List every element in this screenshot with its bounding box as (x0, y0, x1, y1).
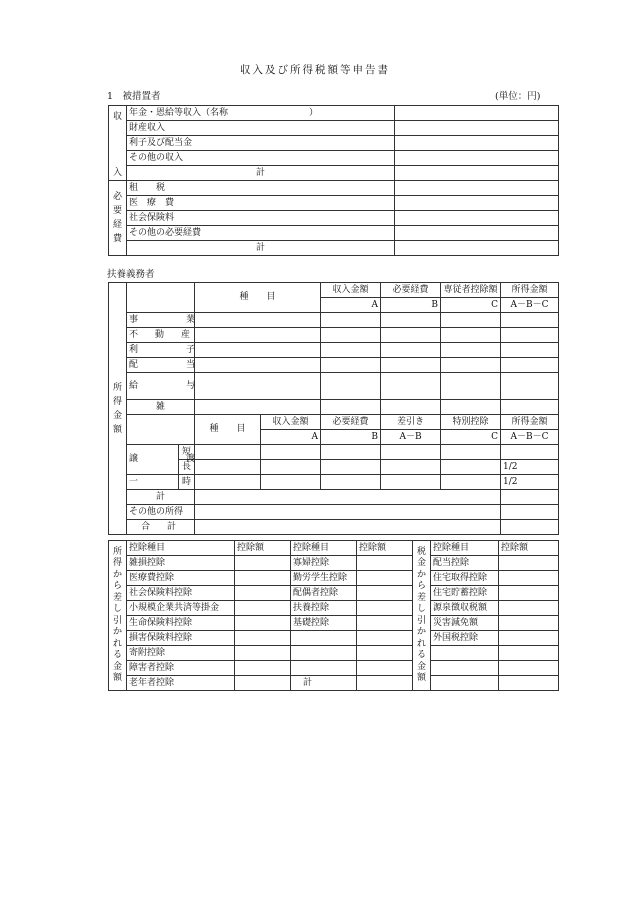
amount-cell[interactable] (395, 241, 559, 256)
section-label-supporter: 扶養義務者 (107, 269, 155, 280)
deduct-income-side-label: 所 得 か ら 差 し 引 か れ る 金 額 (109, 541, 127, 691)
amount-cell[interactable] (395, 166, 559, 181)
amount-cell[interactable] (395, 226, 559, 241)
grand-total-label: 合 計 (127, 520, 195, 535)
amount-cell[interactable] (395, 196, 559, 211)
unit-label: (単位：円) (495, 91, 541, 102)
expense-side-label: 必 要 経 費 (109, 181, 127, 256)
form-title: 収入及び所得税額等申告書 (240, 64, 390, 76)
col-header-income-amount: 所得金額 (501, 283, 559, 298)
amount-cell[interactable] (395, 136, 559, 151)
amount-cell[interactable] (395, 151, 559, 166)
income-expense-table (108, 105, 559, 256)
row-label: 事 業 (127, 313, 195, 328)
other-income-label: その他の所得 (127, 505, 195, 520)
kind-header: 種 目 (195, 283, 321, 313)
row-label: 雑 (127, 400, 195, 415)
supporter-income-table: 所 得 金 額 種 目 収入金額 必要経費 専従者控除額 所得金額 A B C A－B－C 事 業 不 動 産 利 子 配 当 給 与 雑 種 目 収入金額 必要経費 差引き 特別控除 所得金額 A B A－B C A－B－C 譲 渡 短 長 1/2 一 時 1/2 計 その他の所得 合 計 (108, 282, 559, 535)
expense-row-label: 医 療 費 (127, 196, 395, 211)
income-side-label: 収 入 (109, 106, 127, 181)
amount-cell[interactable] (395, 106, 559, 121)
deduct-tax-side-label: 税 金 か ら 差 し 引 か れ る 金 額 (413, 541, 431, 691)
row-label: 不 動 産 (127, 328, 195, 343)
income-row-label: 年金・恩給等収入（名称 ） (127, 106, 395, 121)
income-row-label: その他の収入 (127, 151, 395, 166)
row-label: 給 与 (127, 373, 195, 400)
amount-cell[interactable] (395, 121, 559, 136)
row-label: 配 当 (127, 358, 195, 373)
section-label-insured: 1 被措置者 (107, 91, 161, 102)
income-row-label: 利子及び配当金 (127, 136, 395, 151)
row-label: 利 子 (127, 343, 195, 358)
deduction-table: 所 得 か ら 差 し 引 か れ る 金 額 控除種目 控除額 控除種目 控除額 税 金 か ら 差 し 引 か れ る 金 額 控除種目 控除額 雑損控除 寡婦控除 配当控除 医療費控除 勤労学生控除 住宅取得控除 社会保険料控除 配偶者控除 住宅貯蓄控除 小規模企業共済等掛金 扶養控除 源泉徴収税額 生命保険料控除 基礎控除 災害減免額 損害保険料控除 外国税控除 寄附控除 障害者控除 老年者控除 計 (108, 540, 559, 691)
expense-row-label: 社会保険料 (127, 211, 395, 226)
expense-total-label: 計 (127, 241, 395, 256)
transfer-label: 譲 渡 (127, 445, 179, 475)
income-amount-side-label: 所 得 金 額 (109, 283, 127, 535)
amount-cell[interactable] (395, 211, 559, 226)
expense-row-label: 租 税 (127, 181, 395, 196)
income-total-label: 計 (127, 166, 395, 181)
amount-cell[interactable] (395, 181, 559, 196)
col-header-income: 収入金額 (321, 283, 381, 298)
kind-header-2: 種 目 (195, 415, 261, 445)
col-header-deduction: 専従者控除額 (441, 283, 501, 298)
subtotal-label: 計 (127, 490, 195, 505)
income-row-label: 財産収入 (127, 121, 395, 136)
expense-row-label: その他の必要経費 (127, 226, 395, 241)
col-header-expense: 必要経費 (381, 283, 441, 298)
table-row (109, 106, 559, 121)
